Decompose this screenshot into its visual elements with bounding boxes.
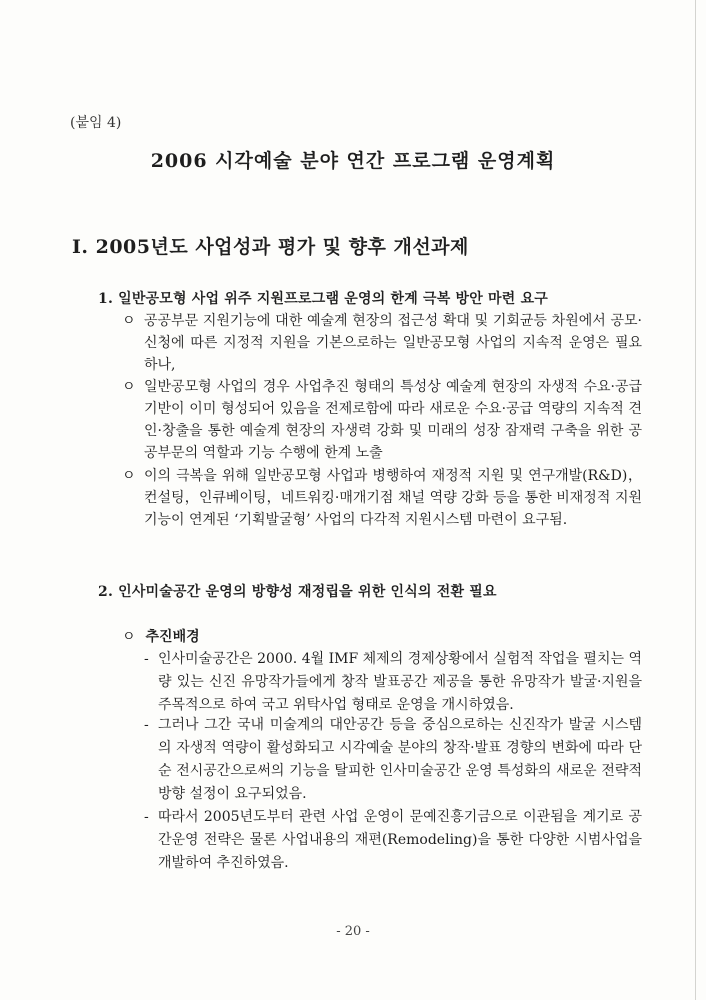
bullet-item	[122, 310, 642, 376]
subsection-heading-2: 2. 인사미술공간 운영의 방향성 재정립을 위한 인식의 전환 필요	[98, 584, 497, 600]
dash-text: 따라서 2005년도부터 관련 사업 운영이 문예진흥기금으로 이관됨을 계기로 공간운영 전략은 물론 사업내용의 재편(Remodeling)을 통한 다양한 시범사업을 개발하여 추진하였음.	[158, 809, 642, 871]
dash-mark: -	[144, 717, 149, 733]
dash-item	[144, 806, 642, 875]
sub-label	[122, 626, 200, 646]
page-number: - 20 -	[336, 924, 370, 939]
dash-mark: -	[144, 809, 149, 825]
section-heading: Ⅰ. 2005년도 사업성과 평가 및 향후 개선과제	[72, 236, 469, 258]
bullet-mark: ㅇ	[122, 313, 136, 329]
bullet-text: 이의 극복을 위해 일반공모형 사업과 병행하여 재정적 지원 및 연구개발(R&D)，컨설팅，인큐베이팅，네트워킹·매개기점 채널 역량 강화 등을 통한 비재정적 지원 기능이 연계된 ‘기획발굴형’ 사업의 다각적 지원시스템 마련이 요구됨.	[144, 468, 642, 528]
dash-item	[144, 714, 642, 806]
bullet-item	[122, 465, 642, 531]
bullet-mark: ㅇ	[122, 629, 136, 645]
dash-item	[144, 648, 642, 717]
subsection-heading-1: 1. 일반공모형 사업 위주 지원프로그램 운영의 한계 극복 방안 마련 요구	[98, 291, 549, 307]
dash-text: 인사미술공간은 2000. 4월 IMF 체제의 경제상황에서 실험적 작업을 펼치는 역량 있는 신진 유망작가들에게 창작 발표공간 제공을 통한 유망작가 발굴·지원을 주목적으로 하여 국고 위탁사업 형태로 운영을 개시하였음.	[158, 651, 642, 713]
bullet-text: 일반공모형 사업의 경우 사업추진 형태의 특성상 예술계 현장의 자생적 수요·공급 기반이 이미 형성되어 있음을 전제로함에 따라 새로운 수요·공급 역량의 지속적 견인·창출을 통한 예술계 현장의 자생력 강화 및 미래의 성장 잠재력 구축을 위한 공공부문의 역할과 기능 수행에 한계 노출	[144, 379, 642, 461]
dash-mark: -	[144, 651, 149, 667]
sub-label-text: 추진배경	[145, 629, 200, 645]
bullet-text: 공공부문 지원기능에 대한 예술계 현장의 접근성 확대 및 기회균등 차원에서 공모·신청에 따른 지정적 지원을 기본으로하는 일반공모형 사업의 지속적 운영은 필요하나,	[144, 313, 642, 373]
page-title: 2006 시각예술 분야 연간 프로그램 운영계획	[150, 150, 556, 172]
attachment-label: (붙임 4)	[70, 115, 122, 131]
bullet-item	[122, 376, 642, 464]
bullet-mark: ㅇ	[122, 379, 136, 395]
dash-text: 그러나 그간 국내 미술계의 대안공간 등을 중심으로하는 신진작가 발굴 시스템의 자생적 역량이 활성화되고 시각예술 분야의 창작·발표 경향의 변화에 따라 단순 전시공간으로써의 기능을 탈피한 인사미술공간 운영 특성화의 새로운 전략적 방향 설정이 요구되었음.	[158, 717, 642, 802]
bullet-mark: ㅇ	[122, 468, 136, 484]
